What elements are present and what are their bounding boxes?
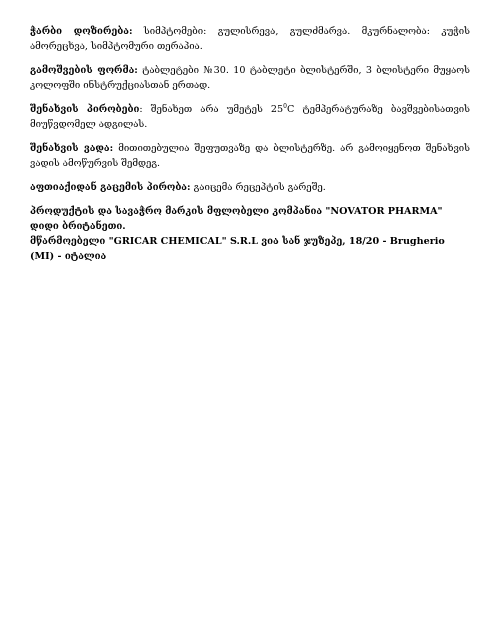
degree-superscript: 0 bbox=[283, 102, 287, 110]
storage-conditions-label: შენახვის პირობები bbox=[30, 104, 140, 115]
overdose-text: სიმპტომები: გულისრევა, გულძმარვა. მკურნალობა: კუჭის ამორეცხვა, სიმპტომური თერაპია. bbox=[30, 26, 470, 52]
release-form-text: ტაბლეტები №30. 10 ტაბლეტი ბლისტერში, 3 ბლისტერი მუყაოს კოლოფში ინსტრუქციასთან ერთად. bbox=[30, 65, 471, 91]
release-form-section bbox=[30, 63, 470, 93]
manufacturer-line: მწარმოებელი "GRICAR CHEMICAL" S.R.L ვია სან ჯუზეპე, 18/20 - Brugherio (MI) - იტალია bbox=[30, 236, 445, 262]
dispensing-section bbox=[30, 180, 470, 195]
shelf-life-label: შენახვის ვადა: bbox=[30, 143, 114, 154]
company-section bbox=[30, 204, 470, 264]
overdose-section bbox=[30, 24, 470, 54]
storage-conditions-text-a: : შენახეთ არა უმეტეს 25 bbox=[139, 104, 284, 115]
dispensing-text: გაიცემა რეცეპტის გარეშე. bbox=[190, 182, 326, 193]
dispensing-label: აფთიაქიდან გაცემის პირობა: bbox=[30, 182, 191, 193]
overdose-label: ჭარბი დოზირება: bbox=[30, 26, 133, 37]
shelf-life-section bbox=[30, 141, 470, 171]
shelf-life-text: მითითებულია შეფუთვაზე და ბლისტერზე. არ გამოიყენოთ შენახვის ვადის ამოწურვის შემდეგ. bbox=[30, 143, 470, 169]
storage-conditions-section bbox=[30, 102, 470, 132]
marketing-holder-line: პროდუქტის და სავაჭრო მარკის მფლობელი კომპანია "NOVATOR PHARMA" დიდი ბრიტანეთი. bbox=[30, 206, 443, 232]
release-form-label: გამოშვების ფორმა: bbox=[30, 65, 138, 76]
storage-conditions-text-b: C ტემპერატურაზე ბავშვებისათვის მიუწვდომელ ადგილას. bbox=[30, 104, 471, 130]
leaflet-content bbox=[30, 24, 470, 273]
